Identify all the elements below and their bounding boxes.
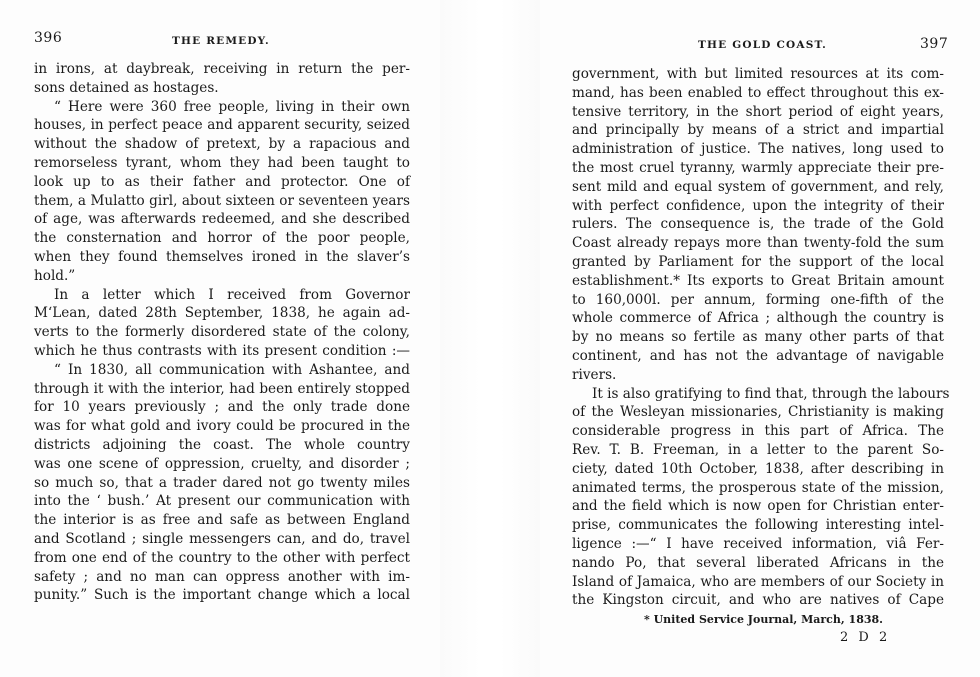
right-running-title: THE GOLD COAST. — [698, 39, 827, 51]
text-line: considerable progress in this part of Africa. The — [572, 423, 944, 440]
text-line: in irons, at daybreak, receiving in return the per- — [34, 61, 410, 77]
text-line: was one scene of oppression, cruelty, and disorder ; — [34, 455, 410, 472]
left-body-text — [34, 60, 410, 605]
text-line: into the ‘ bush.’ At present our communication with — [34, 493, 410, 510]
text-line: which he thus contrasts with its present condition :— — [34, 342, 410, 359]
signature-mark: 2 D 2 — [840, 630, 891, 645]
right-page — [540, 0, 980, 677]
text-line: houses, in perfect peace and apparent security, seized — [34, 117, 410, 134]
text-line: sons detained as hostages. — [34, 79, 219, 96]
text-line: the consternation and horror of the poor people, — [34, 230, 410, 247]
text-line: rulers. The consequence is, the trade of the Gold — [572, 216, 944, 233]
text-line: “ In 1830, all communication with Ashantee, and — [54, 361, 410, 378]
left-page-number: 396 — [34, 30, 63, 46]
text-line: for 10 years previously ; and the only trade done — [34, 399, 410, 416]
book-gutter — [440, 0, 540, 677]
text-line: when they found themselves ironed in the slaver’s — [34, 248, 410, 265]
text-line: the Kingston circuit, and who are natives of Cape — [572, 592, 944, 609]
left-page — [0, 0, 440, 677]
text-line: the interior is as free and safe as between England — [34, 512, 410, 529]
text-line: the most cruel tyranny, warmly appreciate their pre- — [572, 159, 944, 176]
text-line: hold.” — [34, 267, 76, 284]
text-line: Coast already repays more than twenty-fold the sum — [572, 235, 944, 252]
text-line: remorseless tyrant, whom they had been taught to — [34, 154, 410, 171]
text-line: through it with the interior, had been entirely stopped — [34, 380, 410, 397]
text-line: punity.” Such is the important change which a local — [34, 587, 410, 604]
text-line: them, a Mulatto girl, about sixteen or seventeen years — [34, 192, 410, 209]
text-line: of the Wesleyan missionaries, Christianity is making — [572, 404, 944, 421]
text-line: of age, was afterwards redeemed, and she described — [34, 211, 410, 228]
text-line: mand, has been enabled to effect throughout this ex- — [572, 84, 944, 101]
footnote: * United Service Journal, March, 1838. — [644, 613, 883, 626]
text-line: continent, and has not the advantage of navigable — [572, 347, 944, 364]
text-line: sent mild and equal system of government, and rely, — [572, 178, 944, 195]
text-line: ciety, dated 10th October, 1838, after describing in — [572, 460, 944, 477]
text-line: In a letter which I received from Governor — [54, 286, 410, 303]
text-line: administration of justice. The natives, long used to — [572, 141, 944, 158]
text-line: M‘Lean, dated 28th September, 1838, he again ad- — [34, 305, 410, 322]
text-line: It is also gratifying to find that, through the labours — [592, 385, 950, 402]
text-line: tensive territory, in the short period of eight years, — [572, 103, 944, 120]
text-line: to 160,000l. per annum, forming one-fifth of the — [572, 291, 944, 308]
text-line: granted by Parliament for the support of the local — [572, 253, 944, 270]
text-line: by no means so fertile as many other parts of that — [572, 329, 944, 346]
text-line: animated terms, the prosperous state of the mission, — [572, 479, 944, 496]
text-line: so much so, that a trader dared not go twenty miles — [34, 474, 410, 491]
text-line: whole commerce of Africa ; although the country is — [572, 310, 944, 327]
text-line: districts adjoining the coast. The whole country — [34, 436, 410, 453]
text-line: from one end of the country to the other with perfect — [34, 549, 410, 566]
text-line: ligence :—“ I have received information, viâ Fer- — [572, 535, 944, 552]
right-page-number: 397 — [920, 36, 949, 52]
text-line: and the field which is now open for Christian enter- — [572, 498, 944, 515]
left-running-title: THE REMEDY. — [172, 35, 270, 47]
text-line: look up to as their father and protector. One of — [34, 173, 410, 190]
text-line: Island of Jamaica, who are members of our Society in — [572, 573, 944, 590]
text-line: and Scotland ; single messengers can, and do, travel — [34, 530, 410, 547]
text-line: rivers. — [572, 366, 617, 383]
text-line: Rev. T. B. Freeman, in a letter to the parent So- — [572, 441, 944, 458]
text-line: establishment.* Its exports to Great Britain amount — [572, 272, 944, 289]
text-line: safety ; and no man can oppress another with im- — [34, 568, 410, 585]
text-line: verts to the formerly disordered state of the colony, — [34, 324, 410, 341]
text-line: with perfect confidence, upon the integrity of their — [572, 197, 944, 214]
text-line: “ Here were 360 free people, living in their own — [54, 98, 410, 115]
right-body-text — [572, 65, 950, 610]
text-line: without the shadow of pretext, by a rapacious and — [34, 136, 410, 153]
text-line: prise, communicates the following interesting intel- — [572, 517, 944, 534]
text-line: and principally by means of a strict and impartial — [572, 122, 944, 139]
text-line: government, with but limited resources at its com- — [572, 66, 944, 82]
text-line: nando Po, that several liberated Africans in the — [572, 554, 944, 571]
text-line: was for what gold and ivory could be procured in the — [34, 418, 410, 435]
